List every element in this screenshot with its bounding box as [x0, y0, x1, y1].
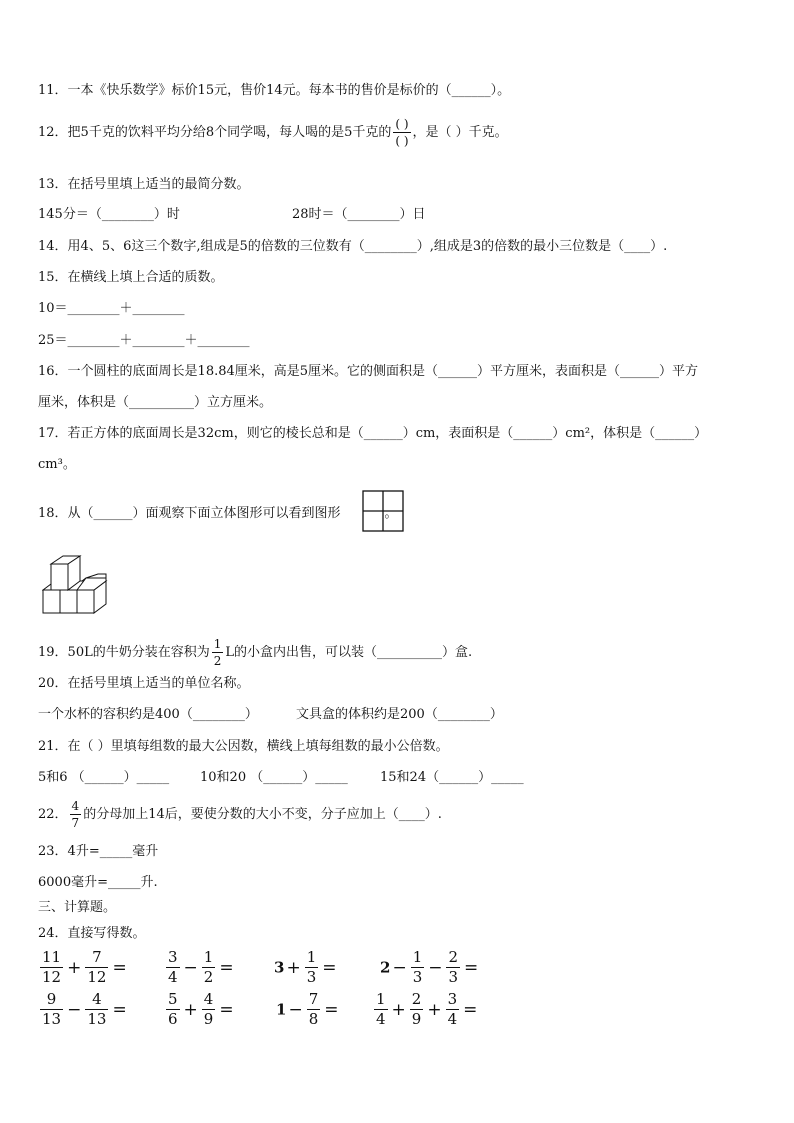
q20-item-a: 一个水杯的容积约是400（________）: [38, 707, 258, 722]
calc-2-4: [372, 992, 479, 1027]
denominator: 13: [42, 1010, 62, 1028]
q22-text-b: 的分母加上14后，要使分数的大小不变，分子应加上（____）.: [83, 807, 442, 822]
q12-fraction-numerator: ( ): [395, 117, 409, 131]
operator: +: [67, 957, 82, 978]
calc-2-3: [276, 992, 340, 1027]
denominator: 4: [168, 968, 178, 986]
denominator: 3: [448, 968, 459, 986]
numerator: 1: [203, 948, 214, 966]
q12-fraction-denominator: ( ): [395, 134, 409, 148]
numerator: 3: [447, 990, 458, 1008]
question-17-line-1: 17．若正方体的底面周长是32cm，则它的棱长总和是（______）cm，表面积是（______）cm²，体积是（______）: [38, 426, 708, 441]
operator: −: [288, 999, 303, 1020]
q21-item-a: 5和6 （______）_____: [38, 770, 170, 785]
denominator: 9: [203, 1010, 214, 1028]
calc-2-2: [164, 992, 236, 1027]
fraction: [202, 992, 216, 1027]
fraction: [446, 992, 460, 1027]
q12-text-b: ，是（ ）千克。: [412, 125, 508, 140]
q19-fraction-denominator: 2: [213, 654, 222, 668]
calc-1-1: [38, 950, 129, 985]
denominator: 13: [87, 1010, 107, 1028]
q19-text-b: L的小盒内出售，可以装（__________）盒.: [225, 645, 473, 660]
operator: −: [183, 957, 198, 978]
fraction: [166, 992, 180, 1027]
question-20: 20．在括号里填上适当的单位名称。: [38, 676, 250, 691]
whole-number: 1: [276, 1000, 287, 1019]
question-11: 11．一本《快乐数学》标价15元，售价14元。每本书的售价是标价的（______）。: [38, 83, 511, 98]
operator: +: [427, 999, 442, 1020]
q18-text-b: 。: [384, 506, 398, 521]
operator: −: [67, 999, 82, 1020]
equals-sign: =: [219, 999, 234, 1020]
calc-2-1: [38, 992, 129, 1027]
fraction: [411, 950, 425, 985]
q19-text-a: 19．50L的牛奶分装在容积为: [38, 645, 210, 660]
operator: +: [286, 957, 301, 978]
fraction: [85, 950, 108, 985]
question-14: 14．用4、5、6这三个数字,组成是5的倍数的三位数有（________）,组成是3的倍数的最小三位数是（____）.: [38, 239, 668, 254]
operator: +: [183, 999, 198, 1020]
question-16-line-1: 16．一个圆柱的底面周长是18.84厘米，高是5厘米。它的侧面积是（______）平方厘米，表面积是（______）平方: [38, 364, 699, 379]
numerator: 1: [412, 948, 423, 966]
operator: −: [392, 957, 407, 978]
fraction: [410, 992, 424, 1027]
q15-item-b: 25＝________＋________＋________: [38, 333, 250, 348]
question-24: 24．直接写得数。: [38, 926, 146, 941]
question-18: [38, 505, 398, 523]
denominator: 6: [168, 1010, 178, 1028]
operator: +: [391, 999, 406, 1020]
section-3-heading: 三、计算题。: [38, 900, 117, 915]
calc-1-3: [274, 950, 338, 985]
q22-fraction-denominator: 7: [71, 816, 80, 830]
fraction: [40, 992, 63, 1027]
numerator: 3: [168, 948, 178, 966]
whole-number: 2: [380, 958, 391, 977]
numerator: 1: [376, 990, 386, 1008]
cube-stack-figure: [42, 552, 110, 614]
numerator: 1: [306, 948, 317, 966]
denominator: 12: [42, 968, 62, 986]
question-17-line-2: cm³。: [38, 457, 76, 472]
fraction: [85, 992, 108, 1027]
denominator: 2: [203, 968, 214, 986]
q22-fraction-numerator: 4: [71, 799, 80, 813]
calc-1-2: [164, 950, 236, 985]
q13-item-b: 28时＝（________）日: [292, 207, 426, 222]
denominator: 9: [411, 1010, 422, 1028]
q19-fraction: [212, 638, 224, 667]
equals-sign: =: [219, 957, 234, 978]
question-16-line-2: 厘米，体积是（__________）立方厘米。: [38, 395, 273, 410]
q23-item-a: 23．4升=_____毫升: [38, 844, 159, 859]
q19-fraction-numerator: 1: [213, 637, 222, 651]
question-12: [38, 118, 508, 147]
denominator: 3: [306, 968, 317, 986]
numerator: 11: [42, 948, 62, 966]
denominator: 4: [447, 1010, 458, 1028]
numerator: 2: [448, 948, 459, 966]
fraction: [202, 950, 216, 985]
numerator: 5: [168, 990, 178, 1008]
equals-sign: =: [322, 957, 337, 978]
q15-item-a: 10＝________＋________: [38, 301, 185, 316]
equals-sign: =: [324, 999, 339, 1020]
q21-item-b: 10和20 （______）_____: [200, 770, 348, 785]
numerator: 4: [85, 992, 108, 1010]
question-13: 13．在括号里填上适当的最简分数。: [38, 177, 250, 192]
q22-prefix: 22．: [38, 807, 68, 822]
q21-item-c: 15和24（______）_____: [380, 770, 524, 785]
equals-sign: =: [112, 999, 127, 1020]
denominator: 3: [412, 968, 423, 986]
q20-item-b: 文具盒的体积约是200（________）: [296, 707, 503, 722]
denominator: 4: [376, 1010, 386, 1028]
numerator: 4: [203, 990, 214, 1008]
denominator: 8: [308, 1010, 319, 1028]
q13-item-a: 145分＝（________）时: [38, 207, 180, 222]
numerator: 9: [40, 992, 63, 1010]
equals-sign: =: [463, 999, 478, 1020]
numerator: 7: [85, 950, 108, 968]
q12-text-a: 12．把5千克的饮料平均分给8个同学喝，每人喝的是5千克的: [38, 125, 392, 140]
q12-fraction: [393, 118, 410, 147]
q23-item-b: 6000毫升=_____升.: [38, 875, 158, 890]
fraction: [307, 992, 321, 1027]
calc-1-4: [380, 950, 480, 985]
denominator: 12: [87, 968, 107, 986]
q18-text-a: 18．从（______）面观察下面立体图形可以看到图形: [38, 506, 341, 521]
numerator: 7: [308, 990, 319, 1008]
equals-sign: =: [464, 957, 479, 978]
fraction: [166, 950, 180, 985]
q22-fraction: [70, 800, 82, 829]
fraction: [40, 950, 63, 985]
question-19: [38, 638, 472, 667]
equals-sign: =: [112, 957, 127, 978]
operator: −: [428, 957, 443, 978]
whole-number: 3: [274, 958, 285, 977]
question-21: 21．在（ ）里填每组数的最大公因数，横线上填每组数的最小公倍数。: [38, 739, 449, 754]
square-view-figure: [362, 490, 404, 532]
fraction: [446, 950, 460, 985]
numerator: 2: [411, 990, 422, 1008]
fraction: [305, 950, 319, 985]
question-22: [38, 800, 442, 829]
question-15: 15．在横线上填上合适的质数。: [38, 270, 224, 285]
fraction: [374, 992, 388, 1027]
